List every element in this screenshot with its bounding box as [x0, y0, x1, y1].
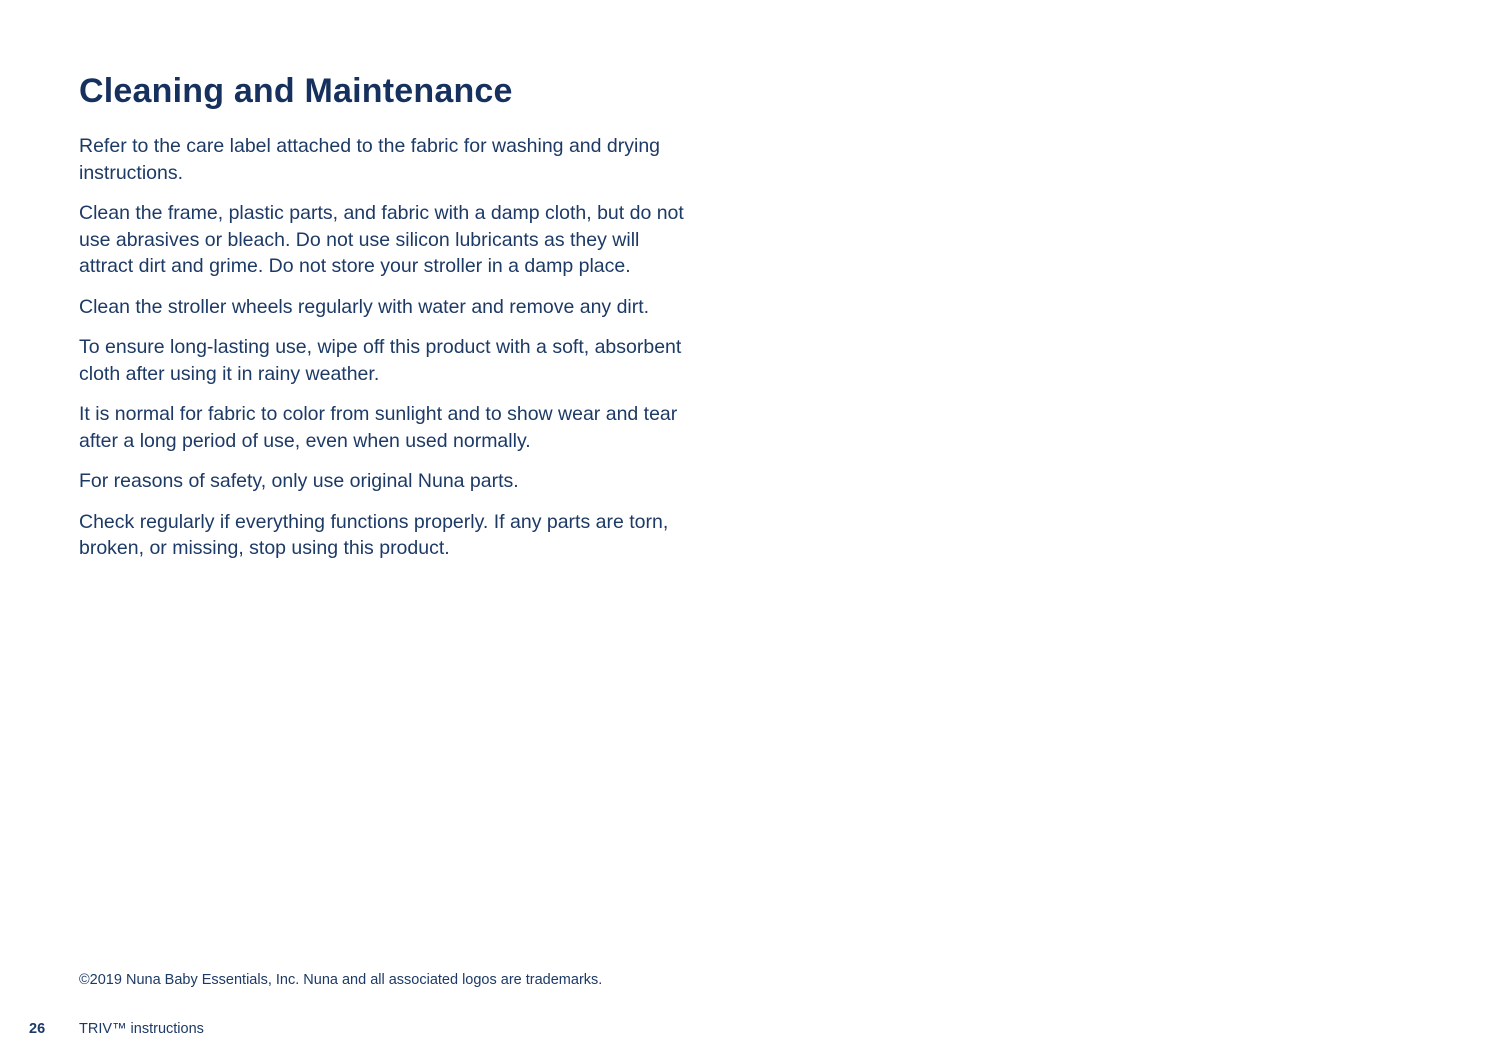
paragraph-original-parts: For reasons of safety, only use original Nuna parts.	[79, 470, 519, 492]
paragraph-clean-wheels: Clean the stroller wheels regularly with water and remove any dirt.	[79, 295, 650, 318]
paragraph-rainy-weather: To ensure long-lasting use, wipe off this product with a soft, absorbent cloth after using it in rainy weather.	[79, 336, 682, 385]
page-title: Cleaning and Maintenance	[79, 72, 513, 110]
paragraph-clean-frame: Clean the frame, plastic parts, and fabric with a damp cloth, but do not use abrasives or bleach. Do not use silicon lubricants as they will attract dirt and grime. Do not store your stroller in a damp place.	[79, 202, 684, 277]
main-content	[79, 72, 684, 576]
paragraph-care-label: Refer to the care label attached to the fabric for washing and drying instructions.	[79, 135, 661, 184]
paragraph-check-function: Check regularly if everything functions properly. If any parts are torn, broken, or missing, stop using this product.	[79, 510, 669, 559]
page-footer	[29, 1021, 204, 1037]
paragraph-fabric-wear: It is normal for fabric to color from sunlight and to show wear and tear after a long period of use, even when used normally.	[79, 403, 678, 452]
body-copy	[79, 133, 684, 562]
copyright-notice: ©2019 Nuna Baby Essentials, Inc. Nuna and all associated logos are trademarks.	[79, 972, 603, 988]
page-number: 26	[29, 1021, 46, 1037]
document-title: TRIV™ instructions	[79, 1021, 204, 1037]
